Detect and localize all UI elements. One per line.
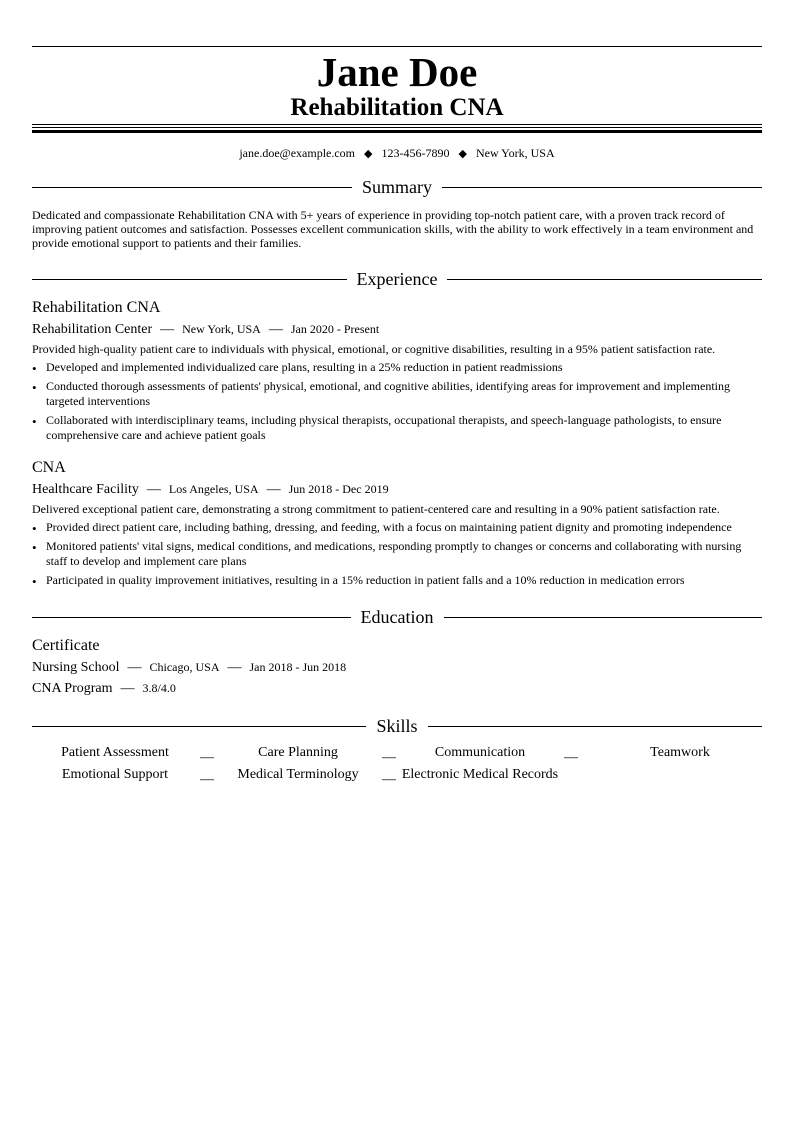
bullet-text: Participated in quality improvement initiatives, resulting in a 15% reduction in patient falls and a 10% reduction in medication errors — [46, 573, 685, 587]
education-meta — [32, 659, 762, 676]
job-title: Rehabilitation CNA — [32, 299, 161, 316]
job-company: Rehabilitation Center — [32, 322, 153, 337]
dash-separator: — — [146, 482, 161, 497]
contact-location: New York, USA — [475, 146, 555, 160]
list-item — [32, 360, 762, 375]
degree: Certificate — [32, 637, 100, 654]
skill-item: Electronic Medical Records — [401, 767, 559, 782]
job-meta — [32, 321, 762, 338]
job-dates: Jan 2020 - Present — [290, 322, 380, 336]
skills-heading — [32, 716, 762, 736]
job-bullets — [32, 360, 762, 443]
list-item — [32, 379, 762, 409]
job-entry — [32, 299, 762, 443]
skill-item: Emotional Support — [61, 767, 169, 782]
dash-separator: — — [127, 660, 142, 675]
bullet-icon: • — [32, 414, 37, 429]
education-entry — [32, 637, 762, 697]
contact-line — [32, 146, 762, 161]
contact-phone[interactable]: 123-456-7890 — [381, 146, 450, 160]
experience-heading — [32, 269, 762, 289]
dash-separator: — — [160, 322, 175, 337]
bullet-icon: • — [32, 574, 37, 589]
dash-separator: — — [266, 482, 281, 497]
gpa: 3.8/4.0 — [142, 681, 176, 695]
education-dates: Jan 2018 - Jun 2018 — [249, 660, 347, 674]
program-line — [32, 680, 762, 697]
bullet-text: Monitored patients' vital signs, medical conditions, and medications, responding promptly to changes or concerns and collaborating with nursing staff to develop and implement care plans — [46, 539, 742, 568]
skill-item: Patient Assessment — [61, 745, 169, 760]
diamond-separator-icon: ◆ — [364, 148, 373, 160]
skill-item: Medical Terminology — [237, 767, 359, 782]
dash-separator: — — [268, 322, 283, 337]
skill-separator: — — [382, 750, 396, 765]
resume-page — [32, 0, 762, 785]
job-location: Los Angeles, USA — [168, 482, 259, 496]
education-title: Education — [360, 607, 434, 627]
education-heading — [32, 607, 762, 627]
header-rule — [32, 124, 762, 133]
job-description: Provided high-quality patient care to individuals with physical, emotional, or cognitive disabilities, resulting in a 95% patient satisfaction rate. — [32, 342, 716, 356]
bullet-icon: • — [32, 540, 37, 555]
skill-item: Communication — [434, 745, 526, 760]
bullet-icon: • — [32, 361, 37, 376]
list-item — [32, 539, 762, 569]
dash-separator: — — [120, 681, 135, 696]
bullet-text: Collaborated with interdisciplinary teams, including physical therapists, occupational therapists, and speech-language pathologists, to ensure comprehensive care and achieve patient goals — [46, 413, 722, 442]
experience-title: Experience — [356, 269, 438, 289]
summary-heading — [32, 177, 762, 197]
skill-separator: — — [564, 750, 578, 765]
diamond-separator-icon: ◆ — [458, 148, 467, 160]
bullet-icon: • — [32, 521, 37, 536]
school-location: Chicago, USA — [149, 660, 220, 674]
list-item — [32, 413, 762, 443]
job-bullets — [32, 520, 762, 588]
job-location: New York, USA — [182, 322, 261, 336]
job-company: Healthcare Facility — [32, 482, 139, 497]
skills-grid — [32, 745, 762, 785]
school-name: Nursing School — [32, 660, 120, 675]
bullet-text: Provided direct patient care, including bathing, dressing, and feeding, with a focus on maintaining patient dignity and promoting independence — [46, 520, 732, 534]
contact-email[interactable]: jane.doe@example.com — [239, 146, 356, 160]
job-meta — [32, 481, 762, 498]
summary-title: Summary — [362, 177, 432, 197]
bullet-text: Conducted thorough assessments of patients' physical, emotional, and cognitive abilities, identifying areas for improvement and implementing targeted interventions — [46, 379, 731, 408]
skill-separator: — — [382, 772, 396, 787]
list-item — [32, 520, 762, 535]
bullet-icon: • — [32, 380, 37, 395]
job-title: CNA — [32, 459, 66, 476]
dash-separator: — — [227, 660, 242, 675]
skill-separator: — — [200, 750, 214, 765]
job-description: Delivered exceptional patient care, demonstrating a strong commitment to patient-centered care and resulting in a 90% patient satisfaction rate. — [32, 502, 720, 516]
skills-title: Skills — [376, 716, 418, 736]
summary-text: Dedicated and compassionate Rehabilitation CNA with 5+ years of experience in providing top-notch patient care, with a proven track record of improving patient outcomes and satisfaction. Possesses excellent communication skills, with the ability to work effectively in a team environment and provide emotional support to patients and their families. — [32, 208, 754, 250]
candidate-name: Jane Doe — [316, 49, 478, 95]
job-dates: Jun 2018 - Dec 2019 — [288, 482, 389, 496]
list-item — [32, 573, 762, 588]
job-entry — [32, 459, 762, 588]
candidate-title: Rehabilitation CNA — [290, 94, 504, 121]
skill-item: Teamwork — [650, 745, 710, 760]
bullet-text: Developed and implemented individualized care plans, resulting in a 25% reduction in patient readmissions — [46, 360, 563, 374]
skill-separator: — — [200, 772, 214, 787]
top-rule — [32, 46, 762, 47]
skill-item: Care Planning — [258, 745, 338, 760]
program-name: CNA Program — [32, 681, 113, 696]
